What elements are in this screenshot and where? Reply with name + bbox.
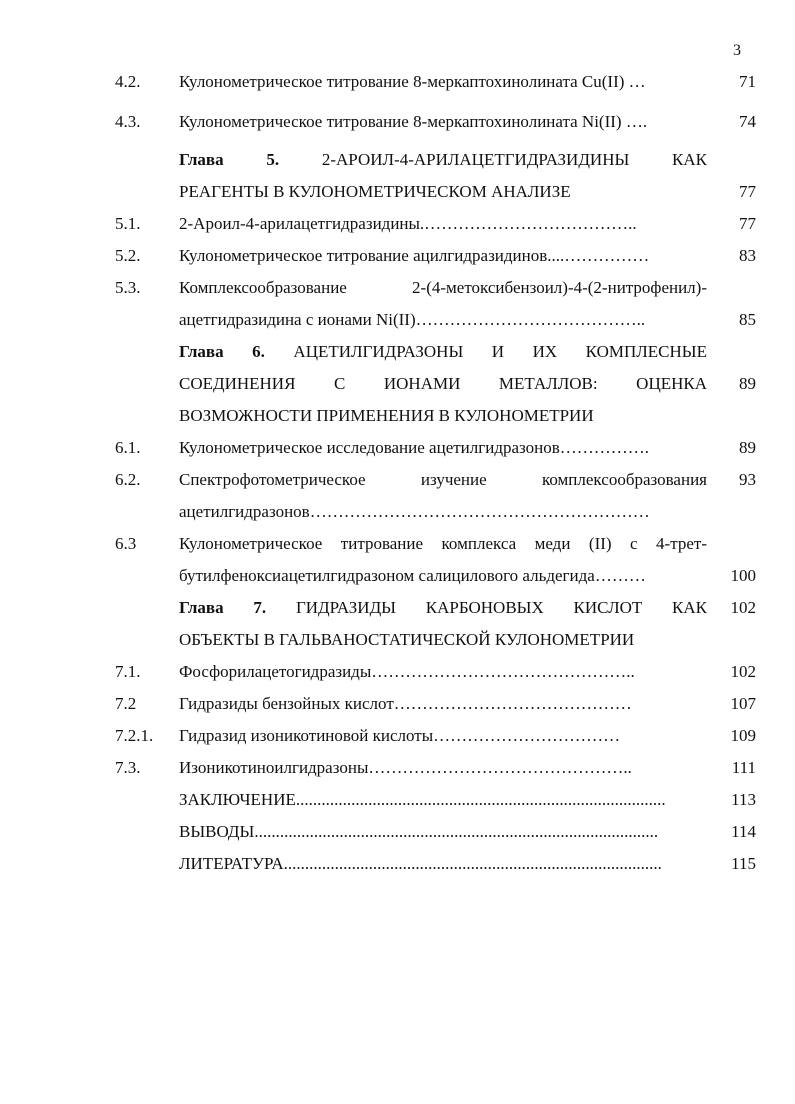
chapter-title-line: Глава 7. ГИДРАЗИДЫ КАРБОНОВЫХ КИСЛОТ КАК [179,598,707,617]
entry-page: 85 [739,310,756,329]
chapter-title-line: СОЕДИНЕНИЯ С ИОНАМИ МЕТАЛЛОВ: ОЦЕНКА [179,374,707,393]
toc-chapter-6-line-3 [0,402,795,430]
chapter-title-line: ВОЗМОЖНОСТИ ПРИМЕНЕНИЯ В КУЛОНОМЕТРИИ [179,406,594,425]
entry-title: Кулонометрическое титрование 8-меркаптохинолината Ni(II) …. [179,112,648,131]
toc-entry-conclusion[interactable] [0,786,795,814]
entry-title: Кулонометрическое титрование ацилгидразидинов....…………… [179,246,650,265]
toc-entry-7-1[interactable] [0,658,795,686]
entry-title: ЗАКЛЮЧЕНИЕ....................................................................................... [179,790,666,809]
chapter-title-line: ОБЪЕКТЫ В ГАЛЬВАНОСТАТИЧЕСКОЙ КУЛОНОМЕТРИИ [179,630,635,649]
entry-page: 115 [731,854,756,873]
chapter-label: Глава 7. [179,598,267,617]
toc-chapter-7-line-2 [0,626,795,654]
entry-page: 89 [739,374,756,393]
entry-title-cont: ацетгидразидина с ионами Ni(II)………………………………….. [179,310,646,329]
entry-number: 7.3. [115,758,141,777]
entry-title-cont: бутилфеноксиацетилгидразоном салицилового альдегида……… [179,566,646,585]
entry-page: 109 [730,726,756,745]
page-number: 3 [733,42,741,59]
entry-page: 113 [731,790,756,809]
toc-entry-5-2[interactable] [0,242,795,270]
entry-page: 93 [739,470,756,489]
entry-number: 7.2 [115,694,137,713]
entry-title: 2-Ароил-4-арилацетгидразидины.……………………………….. [179,214,637,233]
entry-number: 7.1. [115,662,141,681]
entry-title: Комплексообразование 2-(4-метоксибензоил)-4-(2-нитрофенил)- [179,278,707,297]
toc-entry-7-2[interactable] [0,690,795,718]
entry-title: Изоникотиноилгидразоны……………………………………….. [179,758,632,777]
chapter-title-line: Глава 5. 2-АРОИЛ-4-АРИЛАЦЕТГИДРАЗИДИНЫ КАК [179,150,707,169]
entry-title: Гидразиды бензойных кислот…………………………………… [179,694,632,713]
entry-title: Фосфорилацетогидразиды……………………………………….. [179,662,635,681]
entry-title: Кулонометрическое титрование комплекса меди (II) с 4-трет- [179,534,707,553]
chapter-label: Глава 5. [179,150,280,169]
toc-chapter-6-line-2 [0,370,795,398]
entry-title: Спектрофотометрическое изучение комплексообразования [179,470,707,489]
entry-title: Гидразид изоникотиновой кислоты…………………………… [179,726,621,745]
entry-page: 102 [730,662,756,681]
entry-title: ВЫВОДЫ............................................................................................... [179,822,659,841]
toc-entry-4-3[interactable] [0,108,795,136]
entry-page: 77 [739,182,756,201]
entry-number: 4.2. [115,72,141,91]
toc-entry-7-3[interactable] [0,754,795,782]
entry-page: 83 [739,246,756,265]
toc-entry-4-2[interactable] [0,68,795,96]
toc-chapter-5-line-1[interactable] [0,146,795,174]
entry-page: 89 [739,438,756,457]
entry-title-cont: ацетилгидразонов…………………………………………………… [179,502,650,521]
toc-entry-6-1[interactable] [0,434,795,462]
toc-chapter-6-line-1[interactable] [0,338,795,366]
entry-page: 77 [739,214,756,233]
entry-number: 5.3. [115,278,141,297]
toc-entry-6-3-cont [0,562,795,590]
toc-entry-literature[interactable] [0,850,795,878]
toc-entry-6-2[interactable] [0,466,795,494]
toc-entry-6-2-cont [0,498,795,526]
entry-number: 5.1. [115,214,141,233]
chapter-title-line: РЕАГЕНТЫ В КУЛОНОМЕТРИЧЕСКОМ АНАЛИЗЕ [179,182,571,201]
toc-entry-6-3[interactable] [0,530,795,558]
entry-page: 107 [730,694,756,713]
entry-title: Кулонометрическое исследование ацетилгидразонов……………. [179,438,650,457]
entry-page: 100 [730,566,756,585]
entry-title: Кулонометрическое титрование 8-меркаптохинолината Cu(II) … [179,72,646,91]
toc-entry-5-1[interactable] [0,210,795,238]
entry-number: 7.2.1. [115,726,154,745]
entry-number: 6.2. [115,470,141,489]
entry-page: 74 [739,112,756,131]
toc-chapter-7-line-1[interactable] [0,594,795,622]
entry-page: 111 [731,758,756,777]
toc-chapter-5-line-2 [0,178,795,206]
chapter-label: Глава 6. [179,342,265,361]
entry-title: ЛИТЕРАТУРА......................................................................................... [179,854,662,873]
toc-entry-5-3[interactable] [0,274,795,302]
entry-number: 4.3. [115,112,141,131]
entry-number: 6.1. [115,438,141,457]
entry-page: 71 [739,72,756,91]
entry-page: 102 [730,598,756,617]
toc-entry-7-2-1[interactable] [0,722,795,750]
entry-page: 114 [731,822,756,841]
entry-number: 6.3 [115,534,137,553]
toc-entry-findings[interactable] [0,818,795,846]
entry-number: 5.2. [115,246,141,265]
chapter-title-line: Глава 6. АЦЕТИЛГИДРАЗОНЫ И ИХ КОМПЛЕСНЫЕ [179,342,707,361]
toc-entry-5-3-cont [0,306,795,334]
